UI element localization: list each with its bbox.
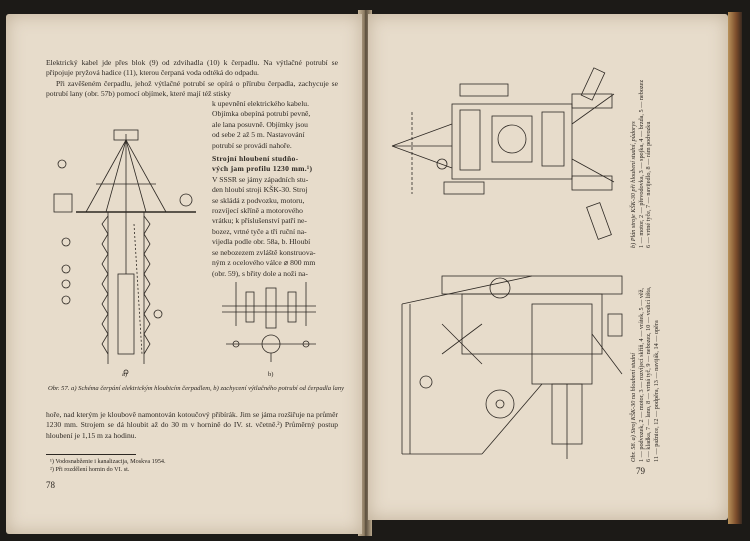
- caption-a-legend-line: 1 — podvozek, 2 — motor, 3 — rozvíjecí skříň, 4 — vrátek, 5 — věž,: [637, 288, 645, 462]
- figure-label-a: a): [122, 371, 128, 378]
- section-line: se nebozezem zvláště konstruova-: [212, 247, 316, 257]
- side-line: ale lana posuvně. Objímky jsou: [212, 119, 308, 129]
- section-line: ným z ocelového válce ⌀ 800 mm: [212, 258, 316, 268]
- section-line: vijedla podle obr. 58a, b. Hloubí: [212, 237, 311, 247]
- side-text-block: [212, 99, 342, 279]
- figure-58a-side-view: [382, 264, 632, 464]
- section-line: vrátku; k příslušenství patří ne-: [212, 216, 307, 226]
- side-line: k upevnění elektrického kabelu.: [212, 99, 309, 108]
- section-heading: Strojní hloubení studňo-: [212, 154, 299, 164]
- side-line: potrubí se provádí nahoře.: [212, 140, 292, 150]
- page-number-left: 78: [46, 480, 55, 490]
- caption-a-title: Obr. 58. a) Stroj KŠK-30 na hloubení studní: [630, 353, 637, 462]
- paragraph-1: Elektrický kabel jde přes blok (9) od zdvihadla (10) k čerpadlu. Na výtlačné potrubí se připojuje pryžová hadice (11), kterou čerpaná voda odtéká do odpadu.: [46, 58, 338, 78]
- figure-57b-pipe-clamp: [216, 282, 326, 364]
- caption-b-legend-line: 1 — motor, 2 — převodovka, 3 — spojka, 4 — brzda, 5 — nebozez: [637, 79, 645, 248]
- figure-58a-caption: [630, 287, 660, 462]
- section-line: V SSSR se jámy západních stu-: [212, 174, 309, 184]
- footnote-rule: [46, 454, 136, 455]
- side-line: Objímka obepíná potrubí pevně,: [212, 109, 311, 119]
- right-page: [368, 14, 728, 520]
- continued-paragraph: hoře, nad kterým je kloubově namontován kotoučový přibírák. Jim se jáma rozšiřuje na průměr 1230 mm. Strojem se dá hloubit až do 30 m v hornině do IV. st. včetně.²) Průměrný postup hloubení je 1,15 m za hodinu.: [46, 410, 338, 440]
- figure-58b-plan-view: [382, 64, 632, 249]
- caption-b-legend-line: 6 — vrtné tyče, 7 — navijedlo, 8 — rám podvozku: [645, 121, 653, 248]
- section-line: rozvíjecí skříně a motorového: [212, 206, 303, 216]
- section-line: bozez, vrtné tyče a tři ruční na-: [212, 226, 307, 236]
- book-cover-edge: [728, 12, 742, 524]
- figure-57a-pump-schematic: [46, 124, 206, 374]
- caption-a-legend-line: 11 — pažnice, 12 — podpěra, 13 — naviják, 14 — opěra: [652, 320, 660, 462]
- footnote-1: ¹) Vodosnabženie i kanalizacija, Moskva 1954.: [50, 458, 166, 465]
- side-line: od sebe 2 až 5 m. Nastavování: [212, 130, 305, 140]
- caption-b-title: b) Plán stroje KŠK-30 při hloubení studní, půdorys: [630, 121, 637, 248]
- caption-a-legend-line: 6 — kladka, 7 — lano, 8 — vrtná tyč, 9 — nebozez, 10 — vodicí lišta,: [645, 286, 653, 462]
- section-line: se skládá z podvozku, motoru,: [212, 195, 305, 205]
- figure-58b-caption: [630, 80, 653, 248]
- paragraph-2: Při zavěšeném čerpadlu, jehož výtlačné potrubí se opírá o přírubu čerpadla, zachycuje se potrubí lany (obr. 57b) pomocí objímek, které mají též stisky: [46, 78, 338, 99]
- page-number-right: 79: [636, 466, 645, 476]
- figure-label-b: b): [268, 371, 274, 378]
- left-page: [6, 14, 362, 534]
- left-top-paragraphs: [46, 58, 338, 100]
- section-line: den hloubí stroji KŠK-30. Stroj: [212, 185, 308, 195]
- section-heading-2: vých jam profilu 1230 mm.¹): [212, 164, 313, 174]
- footnote-2: ²) Při rozdělení hornin do VI. st.: [50, 466, 130, 474]
- figure-57-caption: Obr. 57. a) Schéma čerpání elektrickým hloubicím čerpadlem, b) zachycení výtlačného potrubí od čerpadla lany: [47, 385, 345, 392]
- footnotes: [50, 458, 330, 475]
- section-line: (obr. 59), s břity dole a noži na-: [212, 268, 308, 278]
